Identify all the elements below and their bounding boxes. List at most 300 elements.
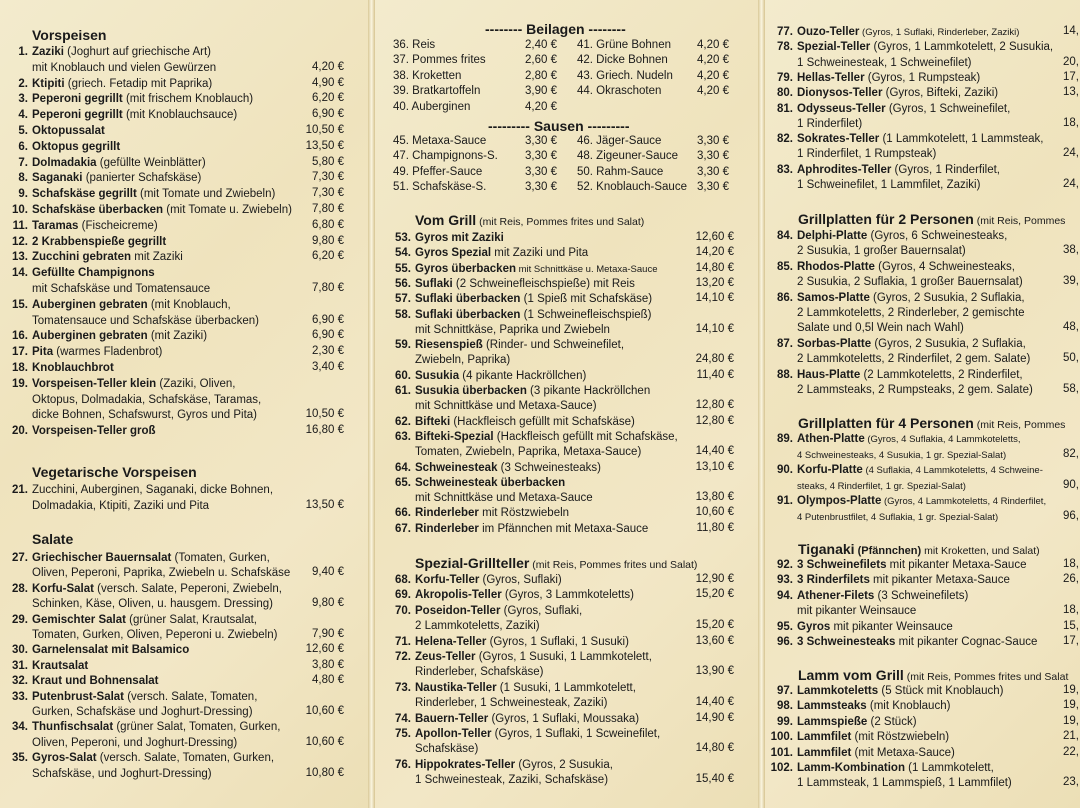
menu-item-line-continued <box>797 776 1012 790</box>
menu-item-line-continued <box>415 353 510 367</box>
item-description: (Gyros, 4 Suflakia, 4 Lammkoteletts, <box>864 434 1021 445</box>
side-item-price: 4,20 € <box>697 39 729 51</box>
item-description: (Gyros, 4 Lammkoteletts, 4 Rinderfilet, <box>881 496 1047 508</box>
item-name: Zaziki <box>32 46 64 58</box>
menu-item-line-continued <box>797 479 966 494</box>
item-number: 9. <box>18 188 28 201</box>
item-description: (mit frischem Knoblauch) <box>122 93 254 106</box>
item-description: mit pikanter Weinsauce <box>830 620 953 633</box>
section-title-grillplatten-2 <box>798 211 1065 227</box>
item-number: 83. <box>777 163 793 176</box>
item-price: 13,50 € <box>305 139 344 152</box>
item-price: 9,80 € <box>312 597 344 610</box>
item-name: Athener-Filets <box>797 589 875 602</box>
item-description: (mit Zaziki) <box>147 330 208 343</box>
item-description: (mit Knoblauch, <box>147 298 231 311</box>
item-price: 24, <box>1063 178 1079 190</box>
item-description: (Joghurt auf griechische Art) <box>63 46 211 58</box>
item-description: steaks, 4 Rinderfilet, 1 gr. Spezial-Salat) <box>797 480 966 492</box>
item-price: 6,90 € <box>312 329 344 342</box>
item-name: Helena-Teller <box>415 635 487 648</box>
item-price: 14,40 € <box>695 696 734 709</box>
item-description: (mit Röstzwiebeln) <box>851 731 950 744</box>
menu-item-line <box>393 727 660 741</box>
menu-item-line <box>10 140 120 154</box>
item-number: 84. <box>777 230 793 242</box>
item-description: mit Schnittkäse und Metaxa-Sauce <box>415 492 593 505</box>
section-title-vorspeisen <box>32 27 106 43</box>
item-price: 13,10 € <box>695 460 734 473</box>
item-price: 2,30 € <box>312 345 344 358</box>
item-price: 12,60 € <box>305 643 344 656</box>
menu-item-line <box>773 432 1021 447</box>
item-price: 5,80 € <box>312 155 344 168</box>
item-description: 2 Lammkoteletts, Zaziki) <box>415 620 540 633</box>
item-price: 18, <box>1063 116 1079 129</box>
item-price: 19, <box>1063 699 1079 712</box>
item-price: 17, <box>1063 70 1079 83</box>
side-item-price: 3,30 € <box>525 150 557 163</box>
side-item-name: 36. Reis <box>393 39 436 51</box>
section-title-tiganaki-text: Tiganaki <box>798 541 855 557</box>
menu-item-line <box>10 203 292 217</box>
menu-item-line <box>773 25 1019 40</box>
item-description: 1 Schweinesteak, Zaziki, Schafskäse) <box>415 774 609 787</box>
item-number: 54. <box>395 247 411 260</box>
item-name: Bauern-Teller <box>415 712 489 725</box>
menu-item-line <box>393 573 562 587</box>
item-name: Krautsalat <box>32 659 89 672</box>
item-price: 10,50 € <box>305 124 344 136</box>
item-number: 86. <box>777 291 793 304</box>
item-description: 2 Lammkoteletts, 2 Rinderfilet, 2 gem. Salate) <box>797 353 1031 366</box>
item-description: (2 Lammkoteletts, 2 Rinderfilet, <box>860 368 1023 381</box>
item-price: 96, <box>1063 510 1079 522</box>
item-description: (5 Stück mit Knoblauch) <box>878 685 1004 697</box>
item-description: (Gyros, 1 Suflaki, Moussaka) <box>488 712 640 725</box>
section-title-tiganaki-sub-bold: (Pfännchen) <box>854 545 922 557</box>
menu-item-line <box>765 730 949 744</box>
item-price: 7,30 € <box>312 187 344 200</box>
menu-item-line <box>765 746 955 760</box>
menu-item-line <box>773 494 1046 509</box>
menu-item-line-continued <box>32 499 209 513</box>
item-name: Dolmadakia <box>32 156 97 169</box>
item-description: (Rinder- und Schweinefilet, <box>482 339 625 352</box>
item-description: im Pfännchen mit Metaxa-Sauce <box>478 522 649 535</box>
item-description: 1 Rinderfilet, 1 Rumpsteak) <box>797 148 937 161</box>
item-number: 1. <box>18 46 28 58</box>
item-name: Gyros überbacken <box>415 262 516 275</box>
item-price: 19, <box>1063 684 1079 696</box>
menu-item-line <box>393 758 613 772</box>
item-price: 24,80 € <box>695 353 734 366</box>
item-price: 18, <box>1063 558 1079 570</box>
item-number: 4. <box>18 109 28 122</box>
menu-item-line <box>10 235 166 249</box>
item-description: (grüner Salat, Krautsalat, <box>125 613 258 626</box>
item-name: Lammkoteletts <box>797 685 879 697</box>
side-item-price: 4,20 € <box>525 100 557 113</box>
section-title-beilagen-text: -------- Beilagen -------- <box>485 21 626 37</box>
item-price: 50, <box>1063 352 1079 365</box>
item-price: 14,80 € <box>695 261 734 274</box>
menu-item-line <box>10 298 231 312</box>
menu-item-line <box>10 424 156 438</box>
menu-item-line <box>773 291 1025 305</box>
item-description: (1 Susuki, 1 Lammkotelett, <box>496 681 636 694</box>
section-title-vom-grill-text: Vom Grill <box>415 212 477 228</box>
menu-item-line-continued <box>415 619 540 633</box>
menu-item-line-continued <box>32 408 257 422</box>
menu-item-line <box>773 558 1026 572</box>
item-description: (Gyros, 1 Lammkotelett, 2 Susukia, <box>870 41 1054 54</box>
item-description: (Gyros, 2 Susukia, 2 Suflakia, <box>869 291 1025 304</box>
menu-item-line-continued <box>32 628 277 642</box>
menu-item-line-continued <box>797 117 862 131</box>
menu-item-line <box>773 589 968 603</box>
item-number: 7. <box>18 156 28 169</box>
item-name: Delphi-Platte <box>797 230 868 242</box>
item-description: (versch. Salate, Tomaten, Gurken, <box>96 752 275 765</box>
menu-item-line-continued <box>797 510 998 525</box>
menu-item-line <box>10 643 189 657</box>
item-number: 90. <box>777 464 793 477</box>
item-name: 3 Rinderfilets <box>797 574 870 587</box>
item-description: dicke Bohnen, Schafswurst, Gyros und Pita) <box>32 409 257 422</box>
item-name: Schafskäse gegrillt <box>32 188 137 201</box>
menu-item-line-continued <box>415 773 608 787</box>
item-description: (1 Lammkotelett, <box>904 762 994 774</box>
section-title-grillplatten-4 <box>798 415 1065 431</box>
menu-panel-left <box>0 0 368 808</box>
menu-item-line-continued <box>797 147 936 161</box>
item-number: 16. <box>12 330 28 343</box>
item-number: 73. <box>395 681 411 694</box>
menu-item-line <box>393 506 569 520</box>
item-name: Dionysos-Teller <box>797 87 883 100</box>
item-description: (4 Suflakia, 4 Lammkoteletts, 4 Schweine- <box>862 465 1043 477</box>
item-name: Vorspeisen-Teller groß <box>32 425 156 438</box>
item-price: 24, <box>1063 147 1079 160</box>
item-name: Suflaki überbacken <box>415 293 521 306</box>
section-title-spezial-grillteller <box>415 555 697 571</box>
item-description: Schinken, Käse, Oliven, u. hausgem. Dressing) <box>32 598 273 611</box>
section-title-sausen <box>488 118 630 134</box>
item-name: Thunfischsalat <box>32 721 114 734</box>
item-number: 61. <box>395 385 411 397</box>
menu-item-line-continued <box>797 352 1030 366</box>
side-item-name: 46. Jäger-Sauce <box>577 135 662 147</box>
item-number: 87. <box>777 337 793 350</box>
item-name: Naustika-Teller <box>415 681 497 694</box>
item-description: mit Röstzwiebeln <box>478 507 570 520</box>
item-description: Oliven, Peperoni, und Joghurt-Dressing) <box>32 736 238 749</box>
item-description: 1 Lammsteak, 1 Lammspieß, 1 Lammfilet) <box>797 777 1012 790</box>
section-title-vom-grill <box>415 212 644 228</box>
section-title-grillplatten-4-text: Grillplatten für 4 Personen <box>798 415 974 431</box>
item-number: 28. <box>12 582 28 595</box>
menu-item-line <box>10 361 114 375</box>
item-number: 34. <box>12 721 28 734</box>
item-description: (Gyros, 2 Susukia, 2 Suflakia, <box>871 337 1026 350</box>
item-number: 98. <box>777 700 793 713</box>
side-item-price: 2,60 € <box>525 54 557 67</box>
item-price: 48, <box>1063 321 1079 334</box>
item-name: Schafskäse überbacken <box>32 204 164 216</box>
side-item-price: 2,80 € <box>525 69 557 82</box>
item-description: (Gyros, Suflaki, <box>500 604 583 617</box>
item-price: 6,80 € <box>312 218 344 231</box>
item-name: Lammsteaks <box>797 700 867 713</box>
item-description: (griech. Fetadip mit Paprika) <box>64 77 213 90</box>
item-name: 2 Krabbenspieße gegrillt <box>32 235 167 248</box>
section-title-vegetarisch-text: Vegetarische Vorspeisen <box>32 464 197 480</box>
section-title-grillplatten-2-text: Grillplatten für 2 Personen <box>798 211 974 227</box>
menu-item-line-continued <box>32 597 273 611</box>
item-name: Sorbas-Platte <box>797 337 872 350</box>
item-name: Gyros-Salat <box>32 752 97 765</box>
menu-item-line <box>773 368 1023 382</box>
side-item-price: 4,20 € <box>697 69 729 82</box>
side-item-price: 3,30 € <box>697 165 729 178</box>
item-price: 21, <box>1063 730 1079 743</box>
item-number: 81. <box>777 102 793 115</box>
item-number: 21. <box>12 484 28 496</box>
item-description: (Gyros, 1 Rinderfilet, <box>891 163 1001 176</box>
item-number: 35. <box>12 752 28 765</box>
menu-item-line <box>393 338 624 352</box>
item-description: Gurken, Schafskäse und Joghurt-Dressing) <box>32 706 253 718</box>
side-item-name: 48. Zigeuner-Sauce <box>577 150 679 163</box>
section-title-beilagen <box>485 21 626 37</box>
item-description: (mit Tomate u. Zwiebeln) <box>163 204 292 216</box>
item-price: 10,80 € <box>305 766 344 779</box>
item-name: Lammfilet <box>797 731 852 744</box>
menu-item-line <box>10 751 274 765</box>
item-description: (Gyros, Suflaki) <box>479 574 562 586</box>
item-description: mit Knoblauch und vielen Gewürzen <box>32 61 217 74</box>
item-description: (gefüllte Weinblätter) <box>96 156 206 169</box>
item-name: Spezial-Teller <box>797 41 871 54</box>
item-description: 1 Schweinefilet, 1 Lammfilet, Zaziki) <box>797 179 981 191</box>
menu-item-line-continued <box>32 61 216 75</box>
item-description: mit Zaziki und Pita <box>491 247 589 260</box>
item-number: 12. <box>12 235 28 248</box>
item-name: Lamm-Kombination <box>797 762 905 774</box>
side-item-price: 4,20 € <box>697 54 729 67</box>
item-price: 7,90 € <box>312 628 344 640</box>
side-item-price: 2,40 € <box>525 39 557 51</box>
item-price: 13, <box>1063 86 1079 99</box>
item-description: (versch. Salate, Peperoni, Zwiebeln, <box>93 582 282 595</box>
item-number: 3. <box>18 93 28 106</box>
item-price: 6,20 € <box>312 250 344 263</box>
menu-item-line <box>765 699 950 713</box>
section-title-spezial-grillteller-text: Spezial-Grillteller <box>415 555 530 571</box>
item-description: mit pikanter Weinsauce <box>797 605 917 618</box>
item-price: 17, <box>1063 635 1079 647</box>
item-number: 99. <box>777 715 793 728</box>
item-price: 11,80 € <box>696 521 734 534</box>
item-name: Poseidon-Teller <box>415 604 501 617</box>
item-number: 65. <box>395 476 411 489</box>
item-description: Schafskäse, und Joghurt-Dressing) <box>32 767 212 780</box>
item-number: 91. <box>777 495 793 508</box>
item-price: 3,40 € <box>312 361 344 373</box>
side-item-name: 38. Kroketten <box>393 69 462 82</box>
item-price: 9,40 € <box>312 566 344 579</box>
menu-panel-middle <box>375 0 758 808</box>
side-item-name: 44. Okraschoten <box>577 85 662 98</box>
menu-item-line <box>773 40 1053 54</box>
menu-item-line-continued <box>415 742 478 756</box>
menu-item-line-continued <box>32 282 210 296</box>
menu-item-line-continued <box>415 665 543 679</box>
menu-item-line <box>10 108 237 122</box>
menu-item-line <box>773 71 980 85</box>
item-name: Samos-Platte <box>797 291 870 304</box>
menu-item-line <box>765 761 994 775</box>
item-name: Saganaki <box>32 172 83 185</box>
side-item-name: 40. Auberginen <box>393 100 471 113</box>
side-item-name: 39. Bratkartoffeln <box>393 85 481 98</box>
item-description: Salate und 0,5l Wein nach Wahl) <box>797 322 964 335</box>
item-number: 85. <box>777 260 793 273</box>
item-name: Schweinesteak <box>415 461 498 474</box>
item-description: (Fischeicreme) <box>78 219 158 232</box>
item-name: Peperoni gegrillt <box>32 93 123 106</box>
item-number: 94. <box>777 589 793 602</box>
item-name: Olympos-Platte <box>797 495 882 508</box>
item-number: 53. <box>395 232 411 244</box>
item-price: 14,10 € <box>695 322 734 335</box>
menu-item-line <box>773 635 1037 649</box>
side-item-name: 41. Grüne Bohnen <box>577 39 671 51</box>
item-number: 63. <box>395 430 411 443</box>
item-price: 4,20 € <box>312 60 344 73</box>
side-item-price: 3,30 € <box>525 181 557 194</box>
item-price: 82, <box>1063 447 1079 460</box>
menu-item-line <box>393 262 658 277</box>
item-description: Rinderleber, Schafskäse) <box>415 666 544 679</box>
item-name: Odysseus-Teller <box>797 102 886 115</box>
item-number: 80. <box>777 87 793 100</box>
item-price: 26, <box>1063 573 1079 586</box>
menu-item-line <box>10 266 155 280</box>
item-description: (Gyros, 2 Susukia, <box>515 758 613 771</box>
item-name: Aphrodites-Teller <box>797 163 892 176</box>
item-number: 72. <box>395 651 411 663</box>
menu-item-line <box>773 463 1043 478</box>
section-title-salate <box>32 531 73 547</box>
item-price: 13,90 € <box>695 665 734 678</box>
item-name: Schweinesteak überbacken <box>415 476 566 489</box>
item-number: 77. <box>777 26 793 38</box>
item-description: (mit Knoblauch) <box>866 700 951 713</box>
menu-item-line <box>10 483 273 497</box>
item-price: 10,60 € <box>695 506 734 519</box>
item-price: 13,20 € <box>695 276 734 289</box>
side-item-price: 4,20 € <box>697 85 729 98</box>
item-name: Haus-Platte <box>797 368 861 381</box>
menu-item-line <box>773 620 953 634</box>
item-name: Hellas-Teller <box>797 71 865 84</box>
menu-item-line <box>393 635 629 649</box>
item-price: 6,20 € <box>312 92 344 105</box>
item-number: 67. <box>395 522 411 535</box>
item-price: 6,90 € <box>312 313 344 326</box>
item-number: 20. <box>12 425 28 438</box>
menu-item-line <box>773 132 1044 146</box>
item-price: 7,80 € <box>312 282 344 294</box>
item-price: 7,30 € <box>312 171 344 184</box>
menu-item-line <box>393 384 650 398</box>
item-number: 93. <box>777 574 793 587</box>
item-price: 20, <box>1063 55 1079 68</box>
item-number: 10. <box>12 204 28 216</box>
item-number: 62. <box>395 415 411 428</box>
item-description: 4 Schweinesteaks, 4 Susukia, 1 gr. Spezial-Salat) <box>797 449 1007 461</box>
item-number: 11. <box>12 219 28 232</box>
item-description: 4 Putenbrustfilet, 4 Suflakia, 1 gr. Spezial-Salat) <box>797 512 999 523</box>
item-description: (Gyros, 1 Suflaki, 1 Susuki) <box>486 635 629 648</box>
section-title-vorspeisen-text: Vorspeisen <box>32 27 107 43</box>
item-price: 15,40 € <box>695 773 734 786</box>
item-name: Auberginen gebraten <box>32 330 148 343</box>
item-name: Pita <box>32 346 54 359</box>
item-number: 101. <box>770 746 793 759</box>
item-description: (3 Schweinefilets) <box>874 589 969 602</box>
section-title-vom-grill-sub: (mit Reis, Pommes frites und Salat) <box>476 216 645 228</box>
menu-item-line <box>393 461 601 475</box>
menu-item-line-continued <box>797 244 966 258</box>
item-description: (Gyros, 1 Suflaki, 1 Scweinefilet, <box>491 728 661 740</box>
item-name: Auberginen gebraten <box>32 298 148 311</box>
item-description: 2 Lammsteaks, 2 Rumpsteaks, 2 gem. Salate) <box>797 384 1033 396</box>
item-description: 2 Susukia, 1 großer Bauernsalat) <box>797 245 966 258</box>
item-number: 92. <box>777 559 793 571</box>
menu-item-line-continued <box>415 445 641 459</box>
item-number: 17. <box>12 346 28 359</box>
section-title-lamm-text: Lamm vom Grill <box>798 667 904 683</box>
side-item-name: 52. Knoblauch-Sauce <box>577 181 687 194</box>
item-description: (2 Schweinefleischspieße) mit Reis <box>452 277 635 290</box>
item-description: 1 Schweinesteak, 1 Schweinefilet) <box>797 56 972 69</box>
item-number: 2. <box>18 77 28 90</box>
item-description: mit Schnittkäse u. Metaxa-Sauce <box>515 263 658 275</box>
menu-item-line <box>773 229 1007 243</box>
menu-item-line-continued <box>415 491 593 505</box>
item-name: Oktopussalat <box>32 125 105 137</box>
item-number: 13. <box>12 251 28 264</box>
item-name: Suflaki <box>415 277 453 290</box>
item-description: (Gyros, 1 Susuki, 1 Lammkotelett, <box>475 651 652 663</box>
item-description: (Gyros, 1 Rumpsteak) <box>864 71 981 84</box>
item-name: Bifteki-Spezial <box>415 430 494 443</box>
item-number: 31. <box>12 659 28 672</box>
item-number: 60. <box>395 369 411 382</box>
item-price: 19, <box>1063 714 1079 727</box>
menu-item-line-continued <box>32 705 253 719</box>
item-price: 9,80 € <box>312 234 344 247</box>
item-name: 3 Schweinefilets <box>797 559 887 571</box>
menu-item-line <box>10 613 257 627</box>
item-number: 8. <box>18 172 28 185</box>
item-name: Gyros <box>797 620 831 633</box>
item-name: Knoblauchbrot <box>32 362 114 374</box>
item-description: 2 Susukia, 2 Suflakia, 1 großer Bauernsalat) <box>797 276 1023 289</box>
